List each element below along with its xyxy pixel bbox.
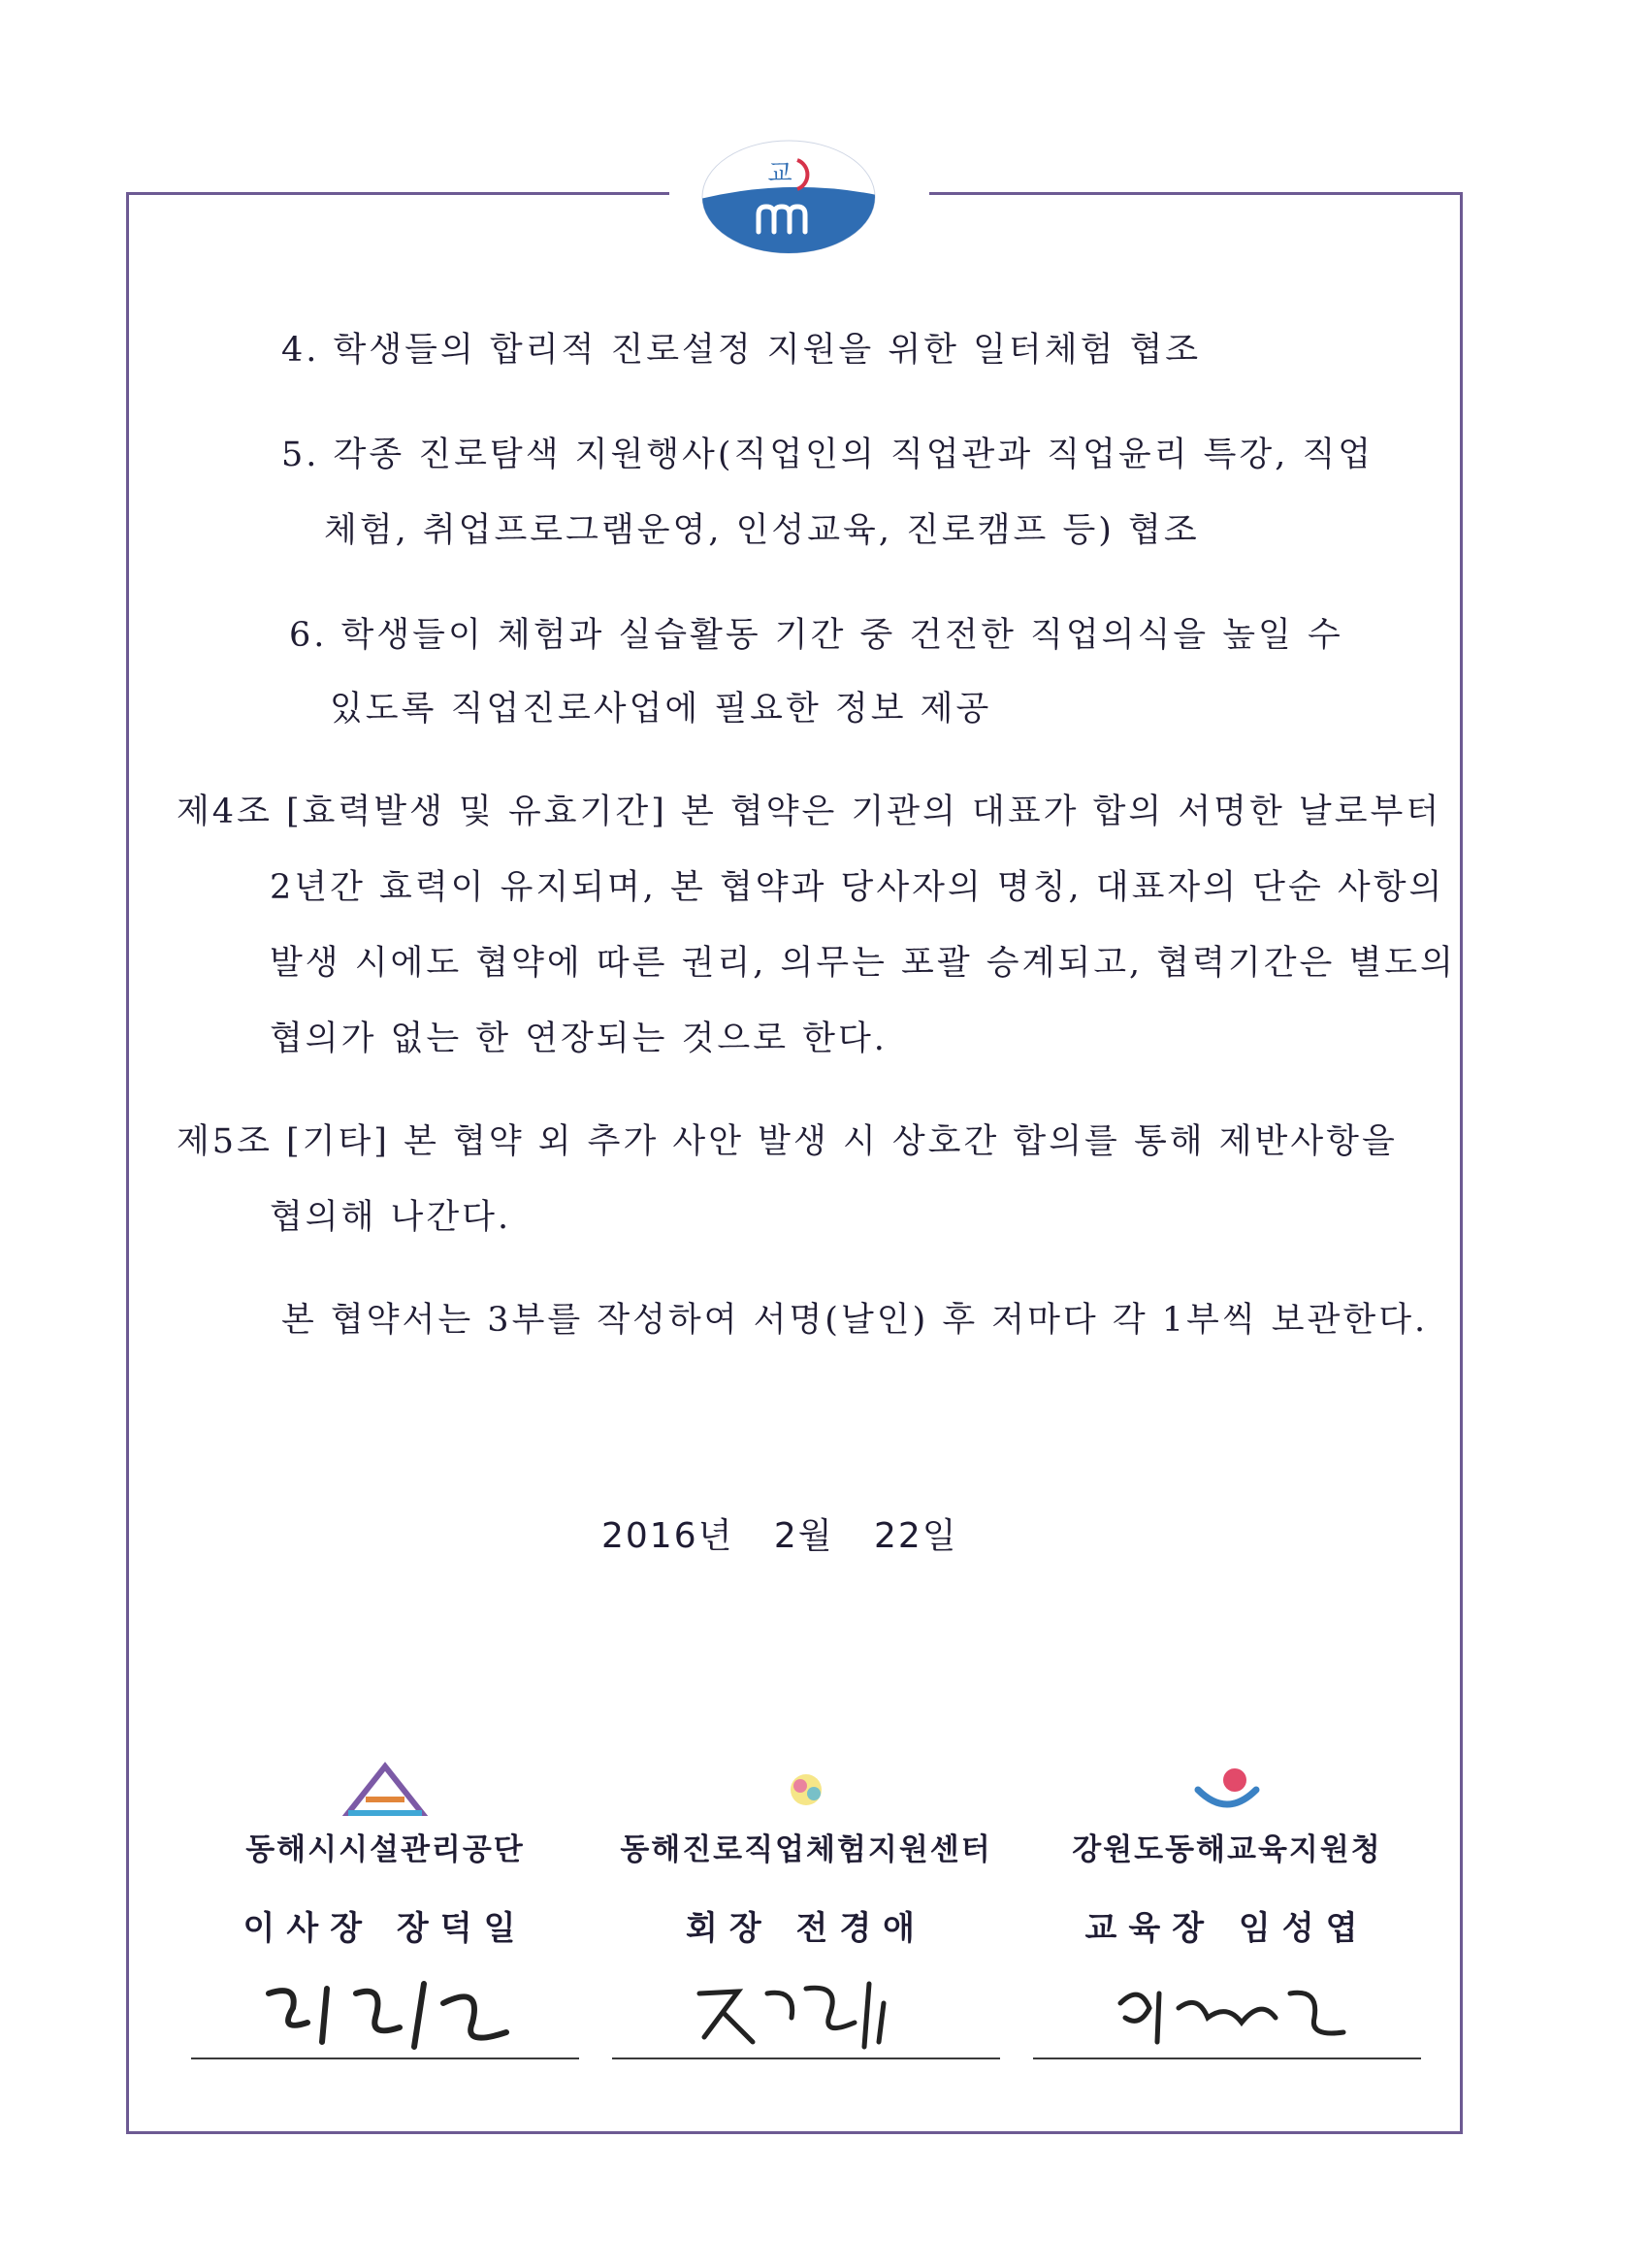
signatory-1 xyxy=(186,1761,584,2059)
handwritten-signature xyxy=(240,1964,531,2052)
article-4-line-3: 발생 시에도 협약에 따른 권리, 의무는 포괄 승계되고, 협력기간은 별도의 xyxy=(270,944,1456,983)
article-5-line-2: 협의해 나간다. xyxy=(270,1198,512,1237)
signature-line xyxy=(612,2057,1000,2059)
handwritten-signature xyxy=(661,1964,952,2052)
clause-5-line-1: 5. 각종 진로탐색 지원행사(직업인의 직업관과 직업윤리 특강, 직업 xyxy=(281,436,1374,474)
clause-4-line-1: 4. 학생들의 합리적 진로설정 지원을 위한 일터체험 협조 xyxy=(281,331,1202,370)
closing-statement: 본 협약서는 3부를 작성하여 서명(날인) 후 저마다 각 1부씩 보관한다. xyxy=(281,1301,1429,1340)
date-month: 2월 xyxy=(773,1516,834,1556)
article-5-line-1: 제5조 [기타] 본 협약 외 추가 사안 발생 시 상호간 합의를 통해 제반사항을 xyxy=(177,1122,1398,1161)
signature-line xyxy=(1033,2057,1421,2059)
signatory-org: 동해진로직업체험지원센터 xyxy=(620,1832,992,1867)
signatory-3 xyxy=(1028,1761,1426,2059)
education-emblem-icon xyxy=(1179,1761,1276,1819)
signing-date xyxy=(601,1508,986,1558)
clause-5-line-2: 체험, 취업프로그램운영, 인성교육, 진로캠프 등) 협조 xyxy=(324,511,1200,550)
article-4-line-2: 2년간 효력이 유지되며, 본 협약과 당사자의 명칭, 대표자의 단순 사항의 xyxy=(270,868,1445,907)
center-emblem-icon xyxy=(758,1761,855,1819)
article-4-line-4: 협의가 없는 한 연장되는 것으로 한다. xyxy=(270,1020,888,1058)
handwritten-signature xyxy=(1082,1964,1373,2052)
signatory-person: 회장 전경애 xyxy=(685,1909,927,1948)
clause-6-line-2: 있도록 직업진로사업에 필요한 정보 제공 xyxy=(330,690,992,729)
article-4-line-1: 제4조 [효력발생 및 유효기간] 본 협약은 기관의 대표가 합의 서명한 날로부터 xyxy=(177,793,1442,831)
signatory-person: 교육장 임성엽 xyxy=(1084,1909,1370,1948)
date-day: 22일 xyxy=(874,1516,958,1556)
logo-text: 교 xyxy=(767,159,792,188)
clause-6-line-1: 6. 학생들이 체험과 실습활동 기간 중 건전한 직업의식을 높일 수 xyxy=(289,616,1343,655)
signature-line xyxy=(191,2057,579,2059)
signatory-org: 동해시시설관리공단 xyxy=(245,1832,525,1867)
signatory-2 xyxy=(607,1761,1005,2059)
signatory-person: 이사장 장덕일 xyxy=(242,1909,528,1948)
triangle-emblem-icon xyxy=(337,1761,434,1819)
education-office-logo xyxy=(700,139,877,255)
date-year: 2016년 xyxy=(601,1516,734,1556)
signatory-org: 강원도동해교육지원청 xyxy=(1072,1832,1382,1867)
